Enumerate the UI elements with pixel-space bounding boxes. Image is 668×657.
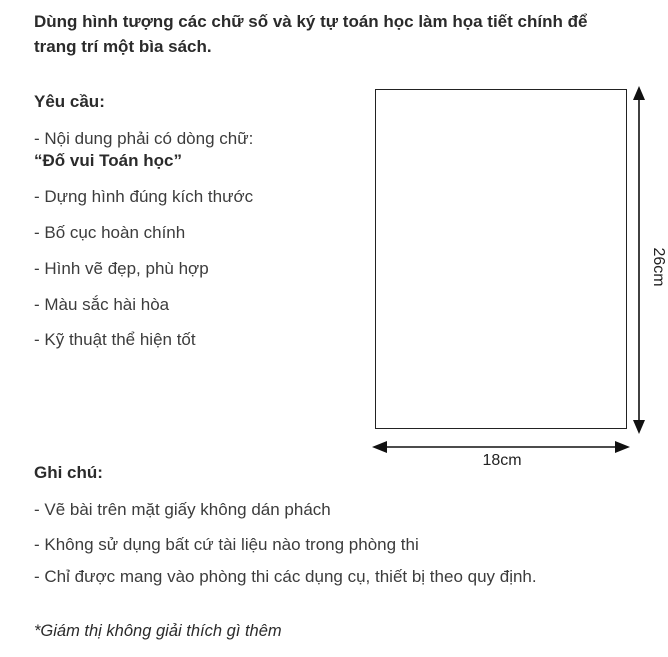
requirement-item-content-prefix: - Nội dung phải có dòng chữ: [34,129,254,148]
note-item: - Chỉ được mang vào phòng thi các dụng cụ, thiết bị theo quy định. [34,567,537,586]
requirement-item: - Dựng hình đúng kích thước [34,187,254,206]
footer-note: *Giám thị không giải thích gì thêm [34,622,282,640]
note-item: - Vẽ bài trên mặt giấy không dán phách [34,500,331,519]
requirement-item: - Bố cục hoàn chính [34,223,186,242]
requirement-item: - Hình vẽ đẹp, phù hợp [34,259,209,278]
requirement-item: - Màu sắc hài hòa [34,295,170,314]
height-arrow-icon [630,86,650,434]
height-dimension-label: 26cm [650,247,667,287]
page-title: Dùng hình tượng các chữ số và ký tự toán học làm họa tiết chính để trang trí một bìa sách. [34,12,588,56]
requirements-heading: Yêu cầu: [34,92,105,111]
book-cover-frame [375,89,627,429]
notes-heading: Ghi chú: [34,463,103,482]
requirement-item: - Kỹ thuật thể hiện tốt [34,330,196,349]
width-dimension-label: 18cm [482,452,522,469]
note-item: - Không sử dụng bất cứ tài liệu nào trong phòng thi [34,535,419,554]
requirement-item-content [34,128,253,172]
requirement-item-content-quote: “Đố vui Toán học” [34,151,182,170]
